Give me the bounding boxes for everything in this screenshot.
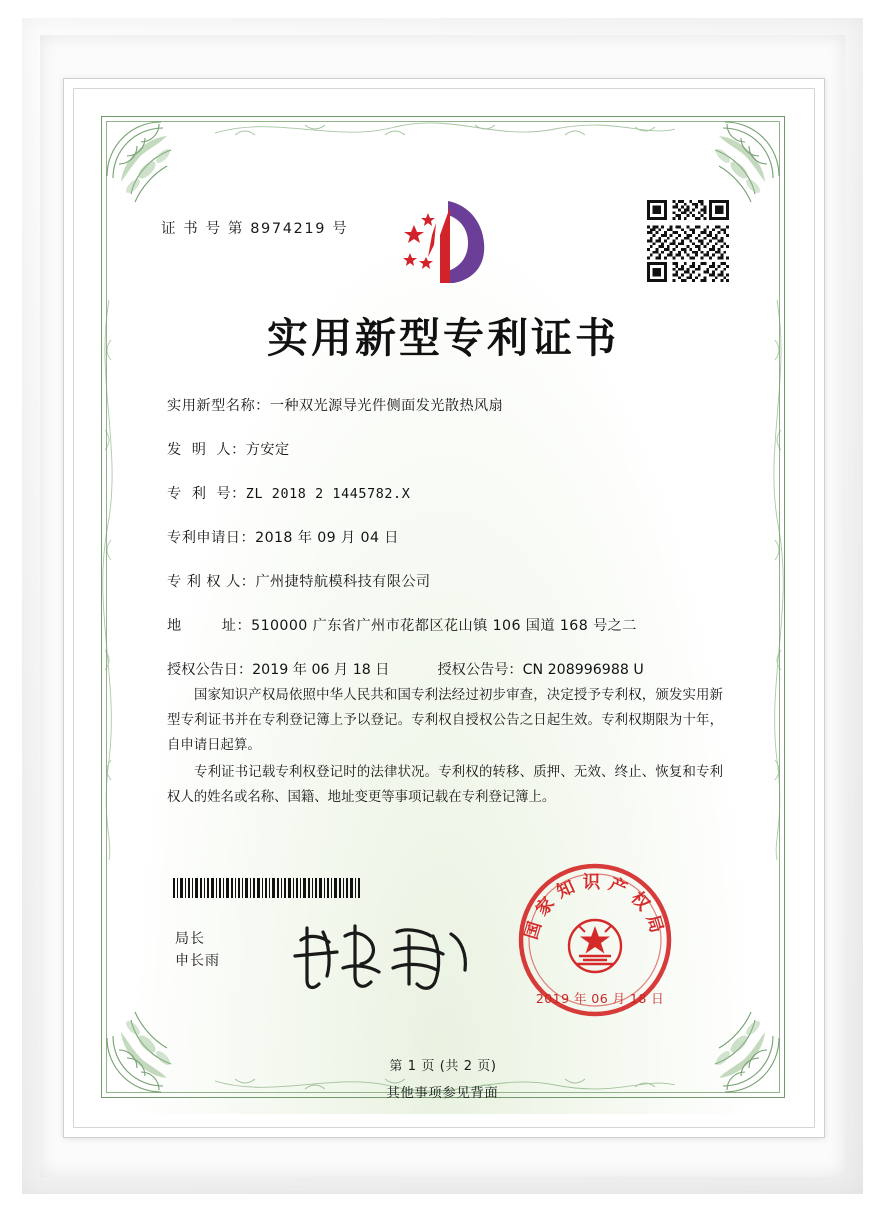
legal-text xyxy=(167,683,723,812)
cnipa-logo-icon xyxy=(388,195,508,287)
field-patent-number xyxy=(167,483,727,503)
field-address xyxy=(167,615,727,635)
field-value: 2019 年 06 月 18 日 xyxy=(252,662,390,678)
field-patentee xyxy=(167,571,727,591)
svg-text:国家知识产权局: 国家知识产权局 xyxy=(521,873,669,943)
grant-number-segment xyxy=(437,659,643,679)
field-value: 2018 年 09 月 04 日 xyxy=(255,530,399,546)
field-label: 专 利 权 人： xyxy=(167,574,256,590)
field-value: 广州捷特航模科技有限公司 xyxy=(255,574,431,590)
field-application-date xyxy=(167,527,727,547)
barcode xyxy=(173,878,363,898)
field-label: 授权公告日： xyxy=(167,662,253,678)
field-label: 实用新型名称： xyxy=(167,398,270,414)
field-list xyxy=(167,395,727,703)
field-label: 专 利 号： xyxy=(167,486,246,502)
page-indicator: 第 1 页 (共 2 页) xyxy=(389,1059,497,1074)
field-label: 授权公告号： xyxy=(437,662,523,678)
field-label: 专利申请日： xyxy=(167,530,256,546)
field-inventor xyxy=(167,439,727,459)
field-utility-model-name xyxy=(167,395,727,415)
seal-date: 2019 年 06 月 18 日 xyxy=(535,991,665,1006)
grant-date-segment xyxy=(167,659,389,679)
field-value: ZL 2018 2 1445782.X xyxy=(245,487,411,502)
director-name: 申长雨 xyxy=(175,953,220,969)
director-title: 局长 xyxy=(175,931,205,947)
field-grant-row xyxy=(167,659,727,679)
field-value: 510000 广东省广州市花都区花山镇 106 国道 168 号之二 xyxy=(251,618,637,634)
back-side-note: 其他事项参见背面 xyxy=(386,1086,499,1101)
legal-paragraph-1: 国家知识产权局依照中华人民共和国专利法经过初步审查，决定授予专利权，颁发实用新型专利证书并在专利登记簿上予以登记。专利权自授权公告之日起生效。专利权期限为十年，自申请日起算。 xyxy=(167,688,723,753)
certificate-body xyxy=(85,100,801,1114)
legal-paragraph-2: 专利证书记载专利权登记时的法律状况。专利权的转移、质押、无效、终止、恢复和专利权人的姓名或名称、国籍、地址变更等事项记载在专利登记簿上。 xyxy=(167,765,723,805)
field-value: 方安定 xyxy=(245,442,290,458)
field-value: CN 208996988 U xyxy=(522,662,644,678)
field-label: 发 明 人： xyxy=(167,442,246,458)
signature-block xyxy=(175,928,220,972)
field-value: 一种双光源导光件侧面发光散热风扇 xyxy=(269,398,504,414)
qr-code-icon xyxy=(647,200,729,282)
handwritten-signature-icon xyxy=(285,910,485,1000)
field-label: 地 址： xyxy=(167,618,252,634)
page-title: 实用新型专利证书 xyxy=(267,314,619,362)
certificate-number: 证 书 号 第 8974219 号 xyxy=(161,221,349,237)
